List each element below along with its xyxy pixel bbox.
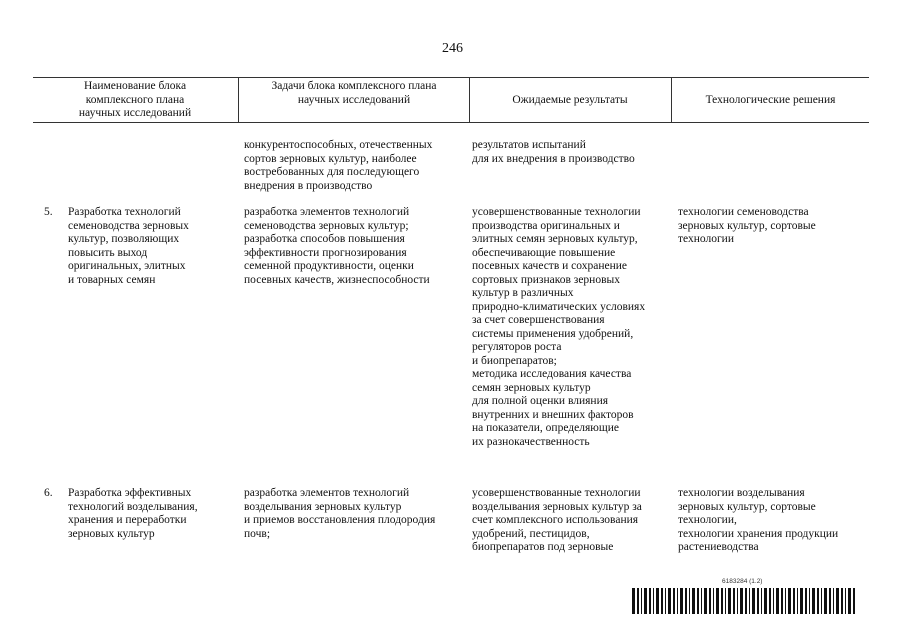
- text-line: производства оригинальных и: [472, 219, 620, 232]
- text-line: возделывания зерновых культур: [244, 500, 402, 513]
- text-line: хранения и переработки: [68, 514, 187, 526]
- text-line: сортовых признаков зерновых: [472, 273, 620, 286]
- text-line: почв;: [244, 527, 271, 540]
- text-line: усовершенствованные технологии: [472, 487, 641, 499]
- column-header-block-name: [60, 80, 210, 121]
- column-header-tasks: [240, 80, 468, 107]
- row-block-name: [68, 206, 189, 287]
- text-line: за счет совершенствования: [472, 314, 605, 326]
- text-line: растениеводства: [678, 541, 759, 553]
- text-line: Технологические решения: [705, 94, 836, 106]
- table-top-rule: [33, 77, 869, 78]
- row-results: [472, 487, 642, 555]
- text-line: регуляторов роста: [472, 341, 562, 353]
- text-line: разработка способов повышения: [244, 233, 405, 245]
- text-line: разработка элементов технологий: [244, 206, 410, 218]
- text-line: их разнокачественность: [472, 435, 590, 448]
- text-line: усовершенствованные технологии: [472, 206, 641, 218]
- text-line: комплексного плана: [85, 93, 185, 106]
- row-number: 6.: [44, 487, 53, 499]
- text-line: семеноводства зерновых: [68, 219, 189, 232]
- text-line: для их внедрения в производство: [472, 152, 635, 165]
- text-line: оригинальных, элитных: [68, 260, 186, 272]
- text-line: разработка элементов технологий: [244, 487, 410, 499]
- text-line: культур в различных: [472, 287, 574, 299]
- text-line: зерновых культур, сортовые: [678, 500, 816, 513]
- page-number: 246: [442, 41, 463, 56]
- text-line: удобрений, пестицидов,: [472, 527, 590, 540]
- text-line: и биопрепаратов;: [472, 354, 557, 367]
- text-line: технологии семеноводства: [678, 206, 809, 218]
- text-line: природно-климатических условиях: [472, 300, 646, 313]
- text-line: биопрепаратов под зерновые: [472, 541, 614, 553]
- text-line: и приемов восстановления плодородия: [244, 514, 436, 526]
- row-solutions: [678, 206, 816, 247]
- text-line: востребованных для последующего: [244, 166, 420, 178]
- row-block-name: [68, 487, 198, 541]
- document-code: 6183284 (1.2): [722, 578, 763, 585]
- text-line: посевных качеств и сохранение: [472, 260, 628, 272]
- row-tasks: [244, 487, 435, 541]
- text-line: технологии: [678, 233, 734, 245]
- text-line: сортов зерновых культур, наиболее: [244, 152, 417, 165]
- row-tasks: [244, 206, 430, 287]
- text-line: системы применения удобрений,: [472, 327, 634, 340]
- text-line: научных исследований: [297, 93, 411, 106]
- text-line: повысить выход: [68, 246, 148, 259]
- text-line: для полной оценки влияния: [472, 395, 609, 407]
- text-line: счет комплексного использования: [472, 514, 639, 526]
- row-solutions: [678, 487, 838, 555]
- text-line: семян зерновых культур: [472, 381, 591, 394]
- text-line: возделывания зерновых культур за: [472, 500, 642, 513]
- header-divider: [238, 77, 239, 123]
- text-line: внедрения в производство: [244, 179, 373, 192]
- row-results: [472, 206, 645, 449]
- text-line: научных исследований: [78, 107, 192, 119]
- text-line: посевных качеств, жизнеспособности: [244, 273, 430, 286]
- text-line: методика исследования качества: [472, 368, 632, 380]
- text-line: семеноводства зерновых культур;: [244, 219, 409, 232]
- continuation-tasks-cell: [244, 139, 432, 193]
- text-line: внутренних и внешних факторов: [472, 408, 634, 421]
- text-line: конкурентоспособных, отечественных: [244, 139, 433, 151]
- barcode-image: [632, 588, 857, 614]
- text-line: технологии хранения продукции: [678, 527, 839, 540]
- column-header-results: [470, 94, 670, 108]
- table-header-bottom-rule: [33, 122, 869, 123]
- text-line: и товарных семян: [68, 273, 156, 286]
- text-line: эффективности прогнозирования: [244, 246, 407, 259]
- continuation-results-cell: [472, 139, 635, 166]
- text-line: на показатели, определяющие: [472, 422, 619, 434]
- text-line: Разработка технологий: [68, 206, 181, 218]
- text-line: зерновых культур, сортовые: [678, 219, 816, 232]
- text-line: Задачи блока комплексного плана: [271, 80, 437, 92]
- row-number: 5.: [44, 206, 53, 218]
- text-line: Наименование блока: [83, 80, 187, 92]
- text-line: элитных семян зерновых культур,: [472, 233, 638, 245]
- text-line: культур, позволяющих: [68, 233, 180, 245]
- text-line: Разработка эффективных: [68, 487, 192, 499]
- text-line: технологии,: [678, 514, 737, 526]
- text-line: зерновых культур: [68, 527, 155, 540]
- text-line: семенной продуктивности, оценки: [244, 260, 414, 272]
- text-line: обеспечивающие повышение: [472, 246, 616, 259]
- text-line: Ожидаемые результаты: [512, 94, 628, 106]
- text-line: технологии возделывания: [678, 487, 805, 499]
- text-line: технологий возделывания,: [68, 500, 198, 513]
- text-line: результатов испытаний: [472, 139, 586, 151]
- column-header-solutions: [672, 94, 869, 108]
